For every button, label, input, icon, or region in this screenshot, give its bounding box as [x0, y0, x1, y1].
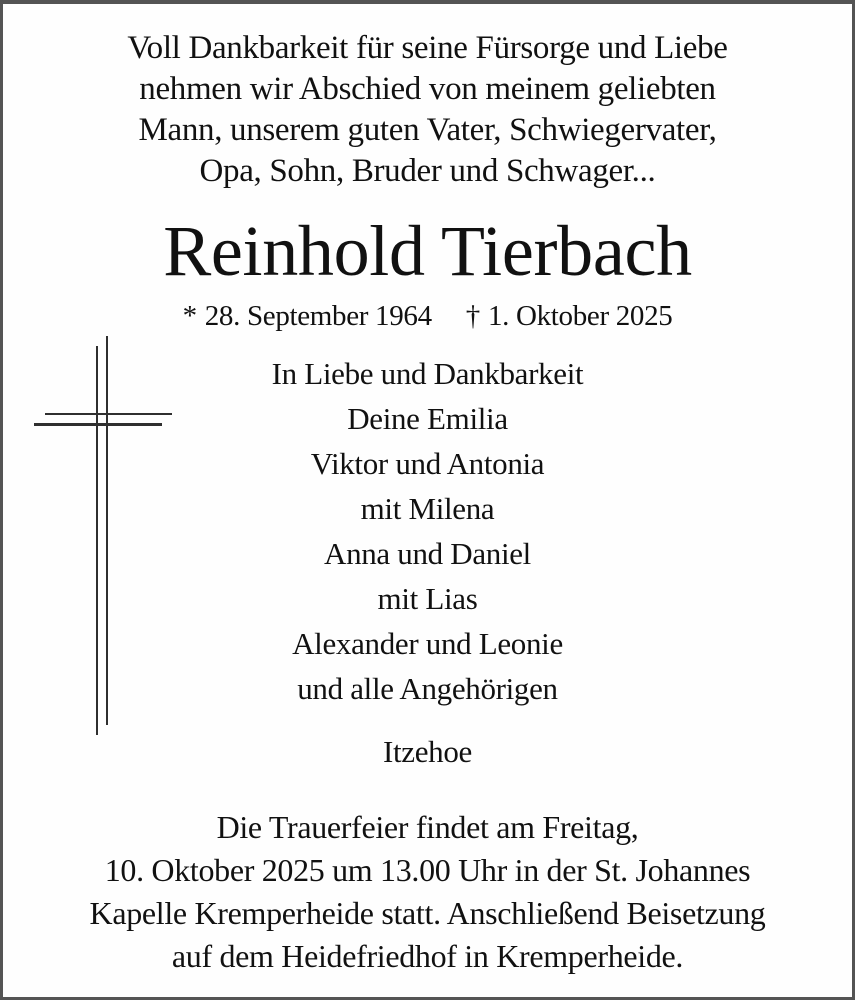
funeral-line: Kapelle Kremperheide statt. Anschließend Beisetzung	[89, 895, 766, 931]
death-dagger-icon: †	[465, 300, 480, 332]
birth-date	[183, 300, 432, 332]
death-date-text: 1. Oktober 2025	[487, 300, 673, 332]
family-line: mit Lias	[377, 581, 478, 616]
intro-line: Opa, Sohn, Bruder und Schwager...	[199, 153, 656, 189]
life-dates	[3, 298, 852, 334]
closing-line: In Liebe und Dankbarkeit	[271, 356, 584, 391]
family-list	[3, 396, 852, 711]
family-line: Alexander und Leonie	[292, 626, 563, 661]
funeral-paragraph	[23, 806, 832, 978]
intro-line: Mann, unserem guten Vater, Schwiegervater,	[138, 112, 717, 148]
intro-line: Voll Dankbarkeit für seine Fürsorge und Liebe	[127, 30, 728, 66]
deceased-name: Reinhold Tierbach	[163, 211, 692, 291]
family-line: Deine Emilia	[347, 401, 508, 436]
family-line: und alle Angehörigen	[297, 671, 558, 706]
birth-date-text: 28. September 1964	[204, 300, 432, 332]
intro-paragraph	[43, 28, 812, 192]
intro-line: nehmen wir Abschied von meinem geliebten	[139, 71, 716, 107]
funeral-line: Die Trauerfeier findet am Freitag,	[216, 809, 639, 845]
family-line: Anna und Daniel	[324, 536, 531, 571]
death-date	[466, 300, 673, 332]
family-line: Viktor und Antonia	[310, 446, 545, 481]
family-line: mit Milena	[360, 491, 495, 526]
notice-content	[3, 28, 852, 1000]
funeral-line: 10. Oktober 2025 um 13.00 Uhr in der St. Johannes	[104, 852, 751, 888]
city-line: Itzehoe	[383, 734, 472, 769]
birth-star-icon: *	[182, 300, 197, 332]
funeral-line: auf dem Heidefriedhof in Kremperheide.	[171, 938, 684, 974]
